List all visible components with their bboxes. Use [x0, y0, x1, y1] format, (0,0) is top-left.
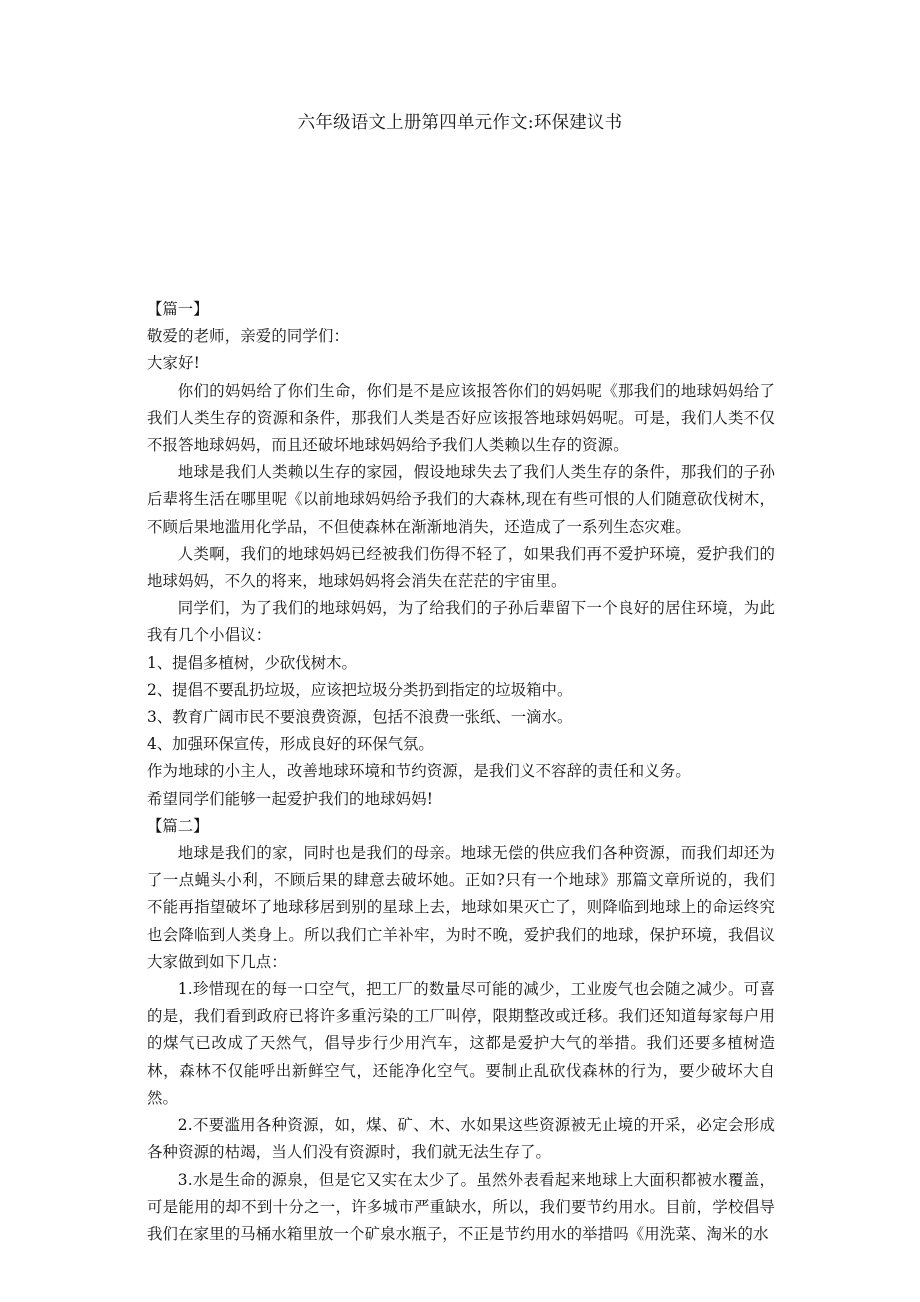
paragraph: 同学们，为了我们的地球妈妈，为了给我们的子孙后辈留下一个良好的居住环境，为此我有几个小倡议：: [147, 599, 775, 645]
paragraph: 2.不要滥用各种资源，如，煤、矿、木、水如果这些资源被无止境的开采，必定会形成各种资源的枯竭，当人们没有资源时，我们就无法生存了。: [147, 1116, 775, 1162]
section-marker-2: 【篇二】: [147, 816, 209, 835]
paragraph: 大家好!: [147, 354, 200, 373]
paragraph: 希望同学们能够一起爱护我们的地球妈妈!: [147, 789, 434, 808]
page-title: 六年级语文上册第四单元作文:环保建议书: [297, 113, 623, 133]
paragraph: 敬爱的老师，亲爱的同学们：: [147, 327, 350, 346]
list-item: 1、提倡多植树，少砍伐树木。: [147, 653, 357, 672]
paragraph: 你们的妈妈给了你们生命，你们是不是应该报答你们的妈妈呢《那我们的地球妈妈给了我们人类生存的资源和条件，那我们人类是否好应该报答地球妈妈呢。可是，我们人类不仅不报答地球妈妈，而且还破坏地球妈妈给予我们人类赖以生存的资源。: [147, 381, 775, 455]
paragraph: 人类啊，我们的地球妈妈已经被我们伤得不轻了，如果我们再不爱护环境，爱护我们的地球妈妈，不久的将来，地球妈妈将会消失在茫茫的宇宙里。: [147, 544, 775, 591]
list-item: 2、提倡不要乱扔垃圾，应该把垃圾分类扔到指定的垃圾箱中。: [147, 680, 573, 699]
list-item: 4、加强环保宣传，形成良好的环保气氛。: [147, 735, 434, 754]
paragraph: 1.珍惜现在的每一口空气，把工厂的数量尽可能的减少，工业废气也会随之减少。可喜的是，我们看到政府已将许多重污染的工厂叫停，限期整改或迁移。我们还知道每家每户用的煤气已改成了天然气，倡导步行少用汽车，这都是爱护大气的举措。我们还要多植树造林，森林不仅能呼出新鲜空气，还能净化空气。要制止乱砍伐森林的行为，要少破坏大自然。: [147, 980, 775, 1107]
list-item: 3、教育广阔市民不要浪费资源，包括不浪费一张纸、一滴水。: [147, 708, 573, 727]
section-marker-1: 【篇一】: [147, 300, 209, 318]
paragraph: 3.水是生命的源泉，但是它又实在太少了。虽然外表看起来地球上大面积都被水覆盖，可是能用的却不到十分之一，许多城市严重缺水，所以，我们要节约用水。目前，学校倡导我们在家里的马桶水箱里放一个矿泉水瓶子，不正是节约用水的举措吗《用洗菜、淘米的水: [147, 1170, 775, 1243]
document-body: [147, 296, 775, 1248]
paragraph: 作为地球的小主人，改善地球环境和节约资源，是我们义不容辞的责任和义务。: [147, 762, 691, 781]
paragraph: 地球是我们人类赖以生存的家园，假设地球失去了我们人类生存的条件，那我们的子孙后辈将生活在哪里呢《以前地球妈妈给予我们的大森林,现在有些可恨的人们随意砍伐树木，不顾后果地滥用化学品，不但使森林在渐渐地消失，还造成了一系列生态灾难。: [147, 463, 775, 536]
paragraph: 地球是我们的家，同时也是我们的母亲。地球无偿的供应我们各种资源，而我们却还为了一点蝇头小利，不顾后果的肆意去破坏她。正如?只有一个地球》那篇文章所说的，我们不能再指望破坏了地球移居到别的星球上去，地球如果灭亡了，则降临到地球上的命运终究也会降临到人类身上。所以我们亡羊补牢，为时不晚，爱护我们的地球，保护环境，我倡议大家做到如下几点：: [147, 844, 775, 971]
